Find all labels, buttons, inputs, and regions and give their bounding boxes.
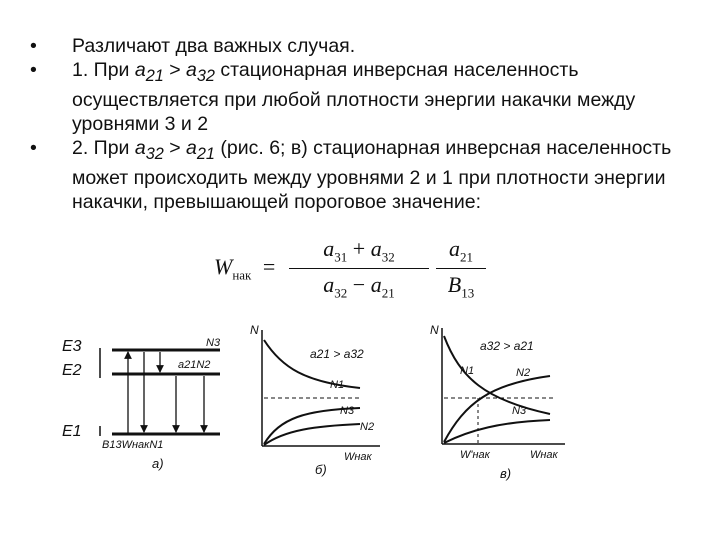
relation: > (163, 59, 187, 81)
formula-equals: = (262, 254, 276, 279)
coef-symbol: a (186, 136, 197, 159)
n2-label: N2 (516, 367, 531, 379)
formula-sub: 21 (381, 285, 395, 301)
curve-n3 (444, 420, 550, 443)
level-e2-label: E2 (62, 362, 82, 379)
formula-sub: 32 (381, 249, 395, 265)
coef-subscript: 21 (145, 66, 164, 85)
a21n2-label: a21N2 (178, 359, 211, 371)
formula-lhs (214, 254, 275, 283)
formula-w-sub: нак (232, 267, 252, 283)
bullet-list (30, 34, 690, 214)
fraction-bar (289, 268, 429, 269)
coef-subscript: 32 (145, 144, 164, 163)
bullet-prefix: 2. При (72, 136, 135, 159)
coef-subscript: 32 (196, 66, 215, 85)
coef-symbol: a (134, 136, 146, 159)
panel-c-caption: в) (500, 466, 512, 481)
bullet-prefix: 1. При (72, 59, 135, 81)
w-axis-label: Wнак (530, 449, 558, 461)
level-diagrams-figure (60, 318, 590, 500)
fraction-bar (436, 268, 486, 269)
formula-b: B (447, 272, 462, 298)
formula-denominator-1 (289, 272, 429, 301)
formula-plus: + (347, 236, 371, 261)
formula-fraction-2 (436, 236, 486, 302)
formula-fraction-1 (289, 236, 429, 302)
bullet-dot: • (30, 59, 37, 81)
formula-sub: 32 (334, 285, 348, 301)
coef-subscript: 21 (196, 144, 215, 163)
formula-sub: 13 (461, 285, 475, 301)
level-e3-label: E3 (62, 338, 82, 355)
formula-a: a (323, 236, 335, 261)
n1-label: N1 (330, 379, 345, 391)
bullet-item-1 (30, 34, 690, 58)
panel-a-caption: а) (152, 456, 164, 471)
condition-label: a21 > a32 (310, 347, 364, 361)
n1-label: N1 (460, 365, 475, 377)
bullet-item-3 (30, 136, 690, 214)
level-e1-label: E1 (62, 423, 82, 440)
formula-a: a (449, 236, 460, 261)
pump-rate-label: B13WнакN1 (102, 439, 164, 451)
curve-n2 (444, 376, 550, 442)
bullet-text: (рис. 6; в) стационарная инверсная населенность может происходить между уровнями 2 и 1 при плотности энергии накачки, превышающей пороговое значение: (72, 136, 672, 213)
formula-a: a (370, 272, 382, 298)
n3-label: N3 (340, 405, 355, 417)
formula-a: a (370, 236, 382, 261)
panel-b-populations (250, 323, 380, 477)
bullet-dot: • (30, 35, 37, 57)
axis-n-label: N (430, 323, 439, 337)
bullet-dot: • (30, 136, 37, 159)
bullet-text: стационарная инверсная населенность осуществляется при любой плотности энергии накачки между уровнями 3 и 2 (72, 59, 636, 135)
relation: > (163, 136, 187, 159)
formula-denominator-2 (436, 272, 486, 301)
coef-symbol: a (186, 59, 197, 81)
n2-label: N2 (360, 421, 375, 433)
bullet-text: Различают два важных случая. (72, 35, 356, 57)
formula-a: a (323, 272, 335, 298)
panel-c-populations (430, 323, 565, 481)
coef-symbol: a (134, 59, 146, 81)
formula-minus: − (347, 272, 371, 298)
panel-a-energy-levels (62, 337, 221, 471)
formula-numerator-2 (436, 236, 486, 265)
n3-label: N3 (512, 405, 527, 417)
axis-n-label: N (250, 323, 259, 337)
panel-b-caption: б) (315, 462, 327, 477)
formula-sub: 21 (460, 249, 473, 265)
bullet-item-2 (30, 58, 690, 136)
formula-sub: 31 (334, 249, 348, 265)
n3-label: N3 (206, 337, 221, 349)
formula-w: W (214, 254, 233, 279)
w-axis-label: Wнак (344, 451, 372, 463)
threshold-w-label: W'нак (460, 449, 490, 461)
condition-label: a32 > a21 (480, 339, 534, 353)
formula-numerator-1 (289, 236, 429, 265)
